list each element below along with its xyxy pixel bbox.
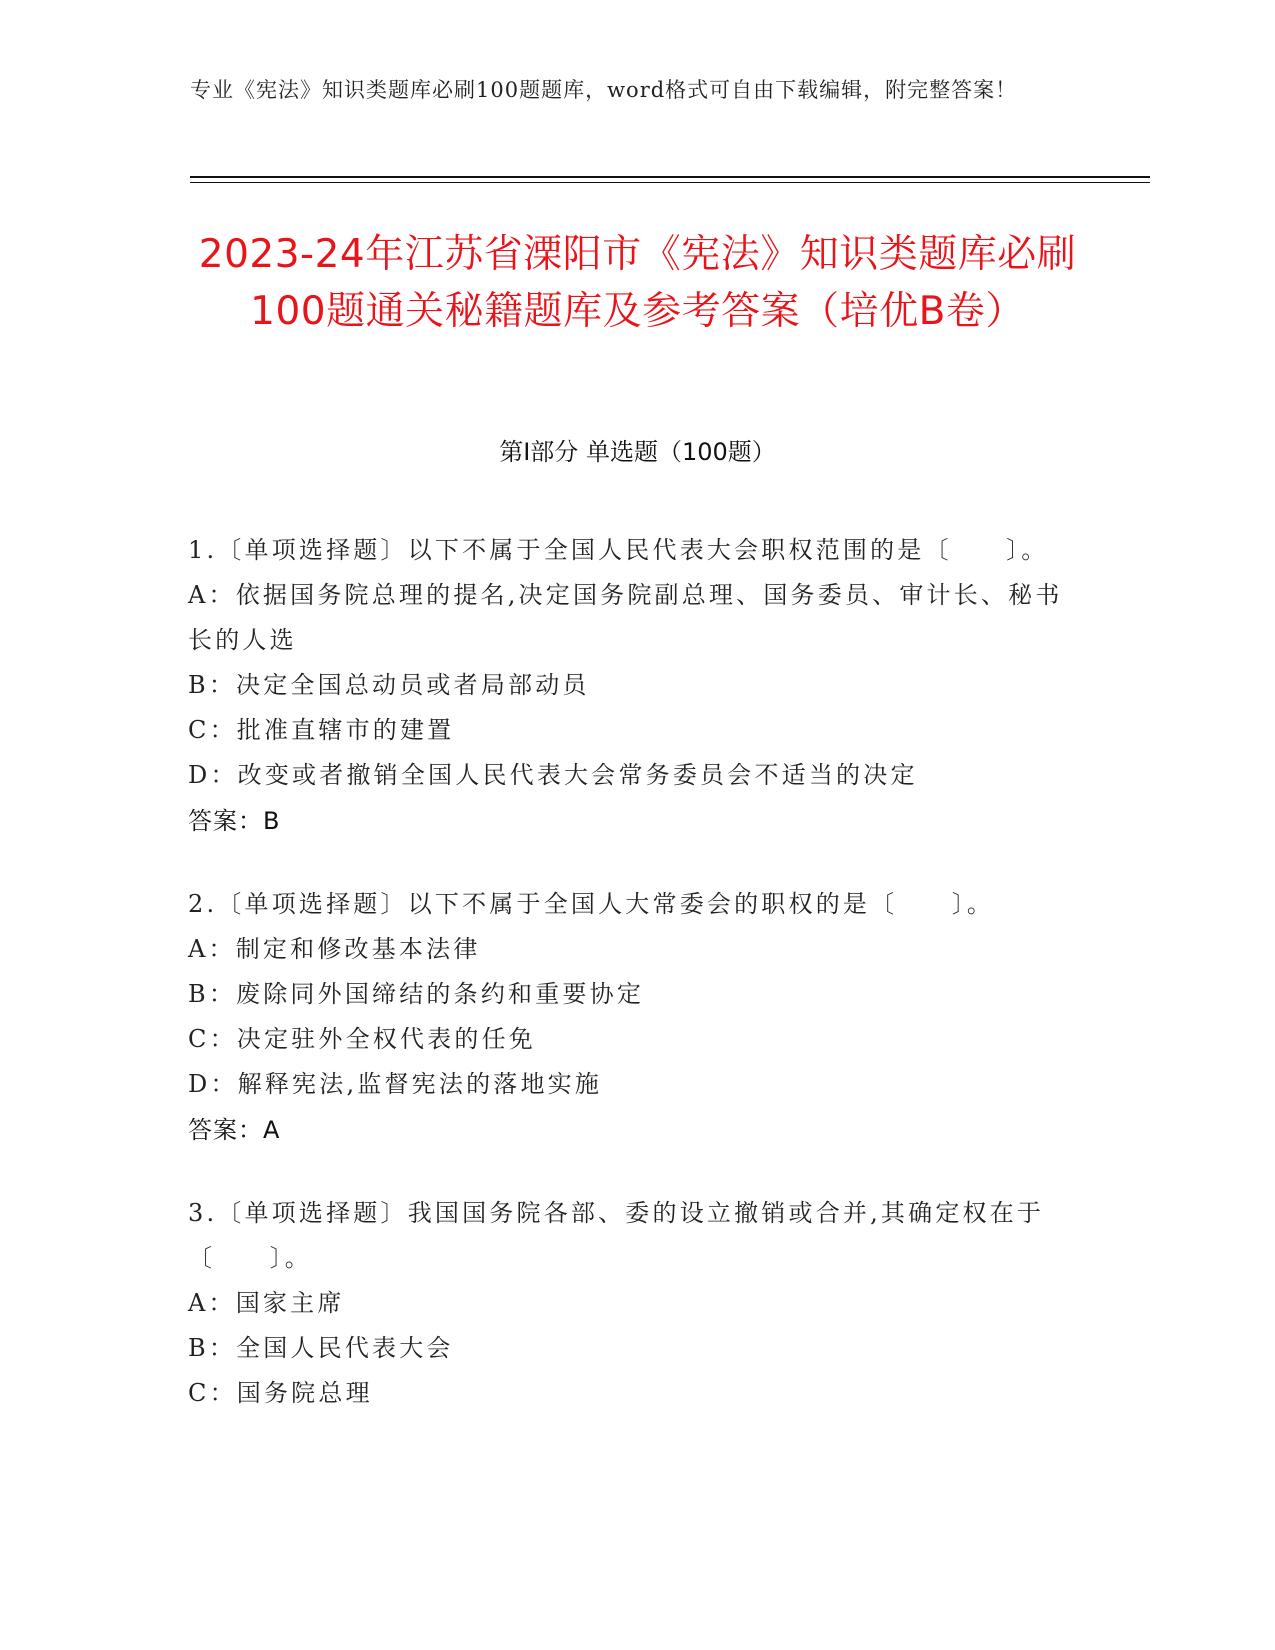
option-a: A：依据国务院总理的提名,决定国务院副总理、国务委员、审计长、秘书长的人选 xyxy=(188,581,1063,654)
question-3 xyxy=(188,1191,1088,1416)
question-stem: 3.〔单项选择题〕我国国务院各部、委的设立撤销或合并,其确定权在于〔 〕。 xyxy=(188,1199,1045,1272)
header-divider-thin xyxy=(190,182,1150,183)
option-d: D：改变或者撤销全国人民代表大会常务委员会不适当的决定 xyxy=(188,761,918,789)
header-divider-thick xyxy=(190,176,1150,178)
question-1 xyxy=(188,528,1088,844)
option-b: B：废除同外国缔结的条约和重要协定 xyxy=(188,980,645,1008)
document-title: 2023-24年江苏省溧阳市《宪法》知识类题库必刷100题通关秘籍题库及参考答案（培优B卷） xyxy=(198,232,1077,334)
section-title: 第I部分 单选题（100题） xyxy=(499,438,776,466)
question-list xyxy=(188,528,1088,1454)
question-stem: 1.〔单项选择题〕以下不属于全国人民代表大会职权范围的是〔 〕。 xyxy=(188,536,1049,564)
option-b: B：全国人民代表大会 xyxy=(188,1334,454,1362)
question-2 xyxy=(188,882,1088,1153)
option-c: C：批准直辖市的建置 xyxy=(188,716,455,744)
answer-label: 答案：A xyxy=(188,1116,281,1144)
option-a: A：国家主席 xyxy=(188,1289,345,1317)
intro-text: 专业《宪法》知识类题库必刷100题题库，word格式可自由下载编辑，附完整答案！ xyxy=(190,78,1018,102)
answer-label: 答案：B xyxy=(188,807,281,835)
option-d: D：解释宪法,监督宪法的落地实施 xyxy=(188,1070,603,1098)
option-c: C：决定驻外全权代表的任免 xyxy=(188,1025,536,1053)
question-stem: 2.〔单项选择题〕以下不属于全国人大常委会的职权的是〔 〕。 xyxy=(188,890,995,918)
option-b: B：决定全国总动员或者局部动员 xyxy=(188,671,590,699)
option-a: A：制定和修改基本法律 xyxy=(188,935,481,963)
option-c: C：国务院总理 xyxy=(188,1379,373,1407)
